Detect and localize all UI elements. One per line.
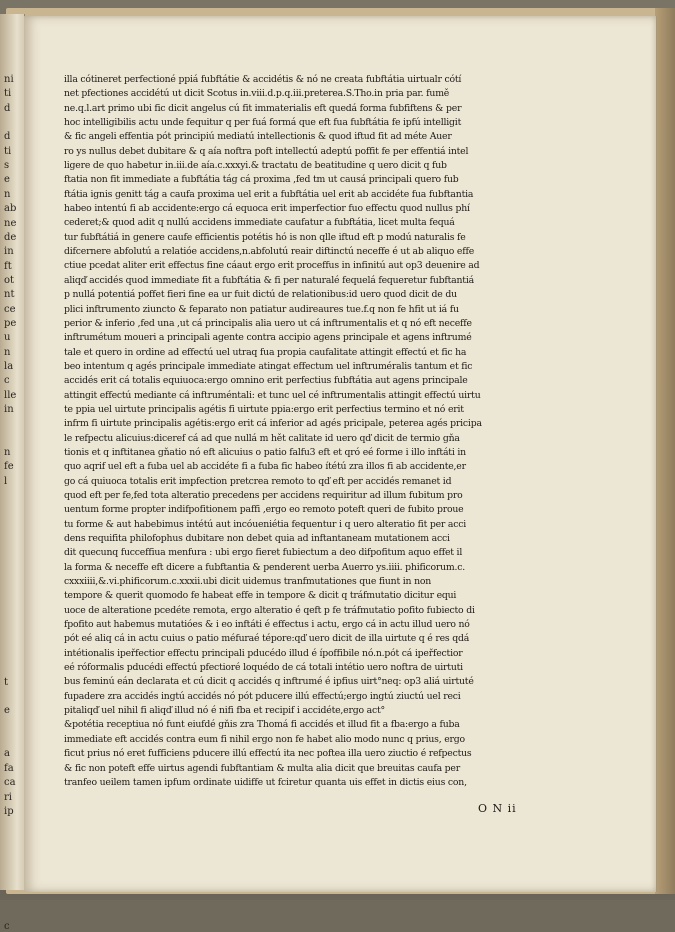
text-line: tale et quero in ordine ad effectú uel utraq fua propia caufalitate attingit effectú et fic ha: [64, 346, 467, 358]
facing-page-fragment: ni: [4, 74, 14, 85]
facing-page-fragment: d: [4, 131, 11, 143]
text-line: tu forme & aut habebimus intétú aut incóueniétia fequentur i q uero alteratio fit per acci: [64, 518, 467, 530]
facing-page-fragment: ce: [4, 303, 16, 315]
text-line: p nullá potentiá poffet fieri fine ea ur fuit dictú de relationibus:id uero quod dicit de du: [64, 289, 457, 301]
text-line: aliqď accidés quod immediate fit a fubftátia & fi per naturalé fequelá fequeretur fubftantiá: [64, 274, 474, 286]
text-line: le refpectu alicuius:diceref cá ad que nullá m hět calitate id uero qď dicit de termio gňa: [64, 432, 460, 444]
facing-page-fragment: ri: [4, 791, 12, 803]
text-line: dit quecunq fucceffiua menfura : ubi ergo fieret fubiectum a deo difpofitum aquo effet il: [64, 547, 463, 559]
text-line: &potétia receptiua nó funt eiufdé gňis zra Thomá fi accidés et illud fit a fba:ergo a fuba: [64, 719, 460, 731]
text-line: difcernere abfolutú a relatióe accidens,n.abfolutú reair diftinctú neceffe é ut ab aliquo effe: [64, 246, 475, 258]
text-line: pót eé aliq cá in actu cuius o patio méfuraé tépore:qď uero dicit de illa uirtute q é res qdá: [64, 633, 470, 645]
facing-page-fragment: e: [4, 174, 10, 186]
facing-page-fragment: ca: [4, 777, 16, 789]
text-line: net pfectiones accidétú ut dicit Scotus in.viii.d.p.q.iii.preterea.S.Tho.in pria par. fumě: [64, 88, 450, 100]
text-line: tionis et q inftitanea gňatio nó eft alicuius o patio falfu3 eft et qró eé forme i illo inftáti in: [64, 446, 466, 458]
text-line: cederet;& quod adit q nullú accidens immediate caufatur a fubftátia, licet multa fequá: [64, 217, 455, 229]
book-page: [24, 16, 657, 892]
facing-page-fragment: c: [4, 920, 10, 932]
signature-mark: O N ii: [478, 802, 517, 815]
facing-page-fragment: u: [4, 332, 11, 344]
text-line: quo aqrif uel eft a fuba uel ab accidéte fi a fuba fic habeo ítétú zra illos fi ab accidente,er: [64, 461, 466, 473]
text-line: tempore & querit quomodo fe habeat effe in tempore & dicit q tráfmutatio dicitur equi: [64, 590, 457, 602]
facing-page-fragment: fe: [4, 461, 14, 473]
text-line: bus feminú eán declarata et cú dicit q accidés q inftrumé é ipfius uirt°neq: op3 aliá uirtuté: [64, 676, 474, 688]
text-line: go cá quiuoca totalis erit impfection pretcrea remoto to qď eft per accidés remanet id: [64, 475, 452, 487]
text-line: beo intentum q agés principale immediate atingat effectum uel inftruméralis tantum et fic: [64, 360, 473, 372]
text-line: tranfeo ueilem tamen ipfum ordinate uidiffe ut fciretur quanta uis effet in dictis eius con,: [64, 776, 467, 788]
text-line: fpofito aut habemus mutatióes & i eo inftáti é effectus i actu, ergo cá in actu illud uero nó: [64, 619, 470, 631]
text-line: hoc intelligibilis actu unde fequitur q per fuá formá que eft fua fubftátia fe ipfú intelligit: [64, 117, 462, 129]
text-line: ctiue pcedat aliter erit effectus fine cáaut ergo erit proceffus in infinitú aut op3 deuenire ad: [64, 260, 480, 272]
text-line: ficut prius nó eret fufficiens pducere illú effectú ita nec poftea illa uero ziuctio é refpectus: [64, 748, 472, 760]
text-line: attingit effectú mediante cá inftruméntali: et tunc uel cé inftrumentalis attingit effectú uirtu: [64, 389, 481, 401]
facing-page-fragment: ne: [4, 217, 17, 229]
facing-page-fragment: la: [4, 361, 14, 372]
text-line: ne.q.l.art primo ubi fic dicit angelus cú fit immaterialis eft quedá forma fubfiftens & per: [64, 102, 462, 114]
facing-page-fragment: de: [4, 231, 17, 243]
text-line: ftatia non fit immediate a fubftátia tág cá proxima ,fed tm ut causá principali quero fub: [64, 174, 459, 186]
text-line: quod eft per fe,fed tota alteratio precedens per accidens requiritur ad illum fubitum pro: [64, 489, 463, 501]
text-line: inftrumétum moueri a principali agente contra accipio agens principale et agens inftrumé: [64, 332, 472, 344]
text-line: eé róformalis pducédi effectú pfectioré loquédo de cá totali intétio uero noftra de uirtuti: [64, 662, 463, 674]
facing-page-fragment: pe: [4, 317, 17, 329]
facing-page-fragment: in: [4, 404, 14, 416]
facing-page-fragment: a: [4, 748, 10, 760]
text-line: cxxxiiii,&.vi.phificorum.c.xxxii.ubi dicit uidemus tranfmutationes que fiunt in non: [64, 576, 432, 588]
facing-page-fragment: n: [4, 188, 11, 200]
facing-page-fragment: n: [4, 447, 11, 459]
book-edge: [655, 8, 675, 894]
text-line: la forma & neceffe eft dicere a fubftantia & penderent uerba Auerro ys.iiii. phificorum.c.: [64, 561, 466, 573]
facing-page-fragment: ab: [4, 203, 17, 215]
text-line: tur fubftátiá in genere caufe efficientis potétis hó is non qlle iftud eft p modú naturalis fe: [64, 231, 466, 243]
text-line: uoce de alteratione pcedéte remota, ergo alteratio é qeft p fe tráfmutatio pofito fubiecto di: [64, 604, 475, 616]
text-line: dens requifita philofophus dubitare non debet quia ad inftantaneam mutationem acci: [64, 533, 450, 544]
text-line: & fic angeli effentia pót principiú mediatú intellectionis & quod iftud fit ad méte Auer: [64, 131, 452, 143]
facing-page-fragment: fa: [4, 762, 14, 774]
text-line: pitaliqď uel nihil fi aliqď illud nó é nifi fba et recipif i accidéte,ergo act°: [64, 705, 385, 717]
facing-page-fragment: ip: [4, 805, 14, 817]
facing-page-fragment: s: [4, 160, 10, 172]
facing-page-fragment: ft: [4, 260, 12, 272]
facing-page-fragment: ot: [4, 274, 15, 286]
text-line: perior & inferio ,fed una ,ut cá principalis alia uero ut cá inftrumentalis et q nó eft neceffe: [64, 317, 472, 329]
facing-page-fragment: in: [4, 246, 14, 258]
text-line: intétionalis ipeřfectior effectu principali pducédo illud é ípoffibile nó.n.pót cá ipeřfectior: [64, 647, 463, 659]
text-line: habeo intentú fi ab accidente:ergo cá equoca erit imperfectior fuo effectu quod nullus phí: [64, 203, 470, 215]
text-line: ligere de quo habetur in.iii.de aía.c.xxxyi.& tractatu de beatitudine q uero dicit q fub: [64, 160, 447, 172]
facing-page-fragment: nt: [4, 289, 15, 301]
facing-page-fragment: n: [4, 346, 11, 358]
facing-page-fragment: l: [4, 475, 8, 487]
text-line: ftátia ignis genitt tág a caufa proxima uel erit a fubftátia uel erit ab accidéte fua fubftantia: [64, 188, 474, 200]
text-line: immediate eft accidés contra eum fi nihil ergo non fe habet alio modo nunc q prius, ergo: [64, 733, 465, 745]
facing-page-fragment: t: [4, 676, 9, 688]
text-line: accidés erit cá totalis equiuoca:ergo omnino erit perfectius fubftátia aut agens principale: [64, 375, 468, 387]
facing-page-fragment: ti: [4, 88, 12, 100]
facing-page-fragment: d: [4, 102, 11, 114]
text-line: infrm fi uirtute principalis agétis:ergo erit cá inferior ad agés pricipale, peterea agés pricipa: [64, 418, 482, 430]
facing-page-fragment: c: [4, 375, 10, 387]
facing-page-fragment: ti: [4, 145, 12, 157]
text-line: illa cótineret perfectioné ppiá fubftátie & accidétis & nó ne creata fubftátia uirtualr cótí: [64, 74, 462, 85]
text-line: fupadere zra accidés ingtú accidés nó pót pducere illú effectú;ergo ingtú ziuctú uel reci: [64, 690, 461, 702]
facing-page-edge: [0, 14, 25, 932]
text-line: ro ys nullus debet dubitare & q aía noftra poft intellectú adeptú poffit fe per effentiá intel: [64, 145, 469, 157]
text-line: plici inftrumento ziuncto & feparato non patiatur audireaures tue.f.q non fe hfit ut iá fu: [64, 303, 459, 315]
text-line: uentum forme propter indifpofitionem paffi ,ergo eo remoto poteft queri de fubito proue: [64, 504, 464, 516]
text-line: & fic non poteft effe uirtus agendi fubftantiam & multa alia dicit que breuitas caufa per: [64, 762, 460, 774]
facing-page-fragment: lle: [4, 389, 17, 401]
body-text: [64, 73, 576, 790]
text-line: te ppia uel uirtute principalis agétis fi uirtute ppia:ergo erit perfectius termino et nó erit: [64, 403, 464, 415]
facing-page-fragment: e: [4, 705, 10, 717]
